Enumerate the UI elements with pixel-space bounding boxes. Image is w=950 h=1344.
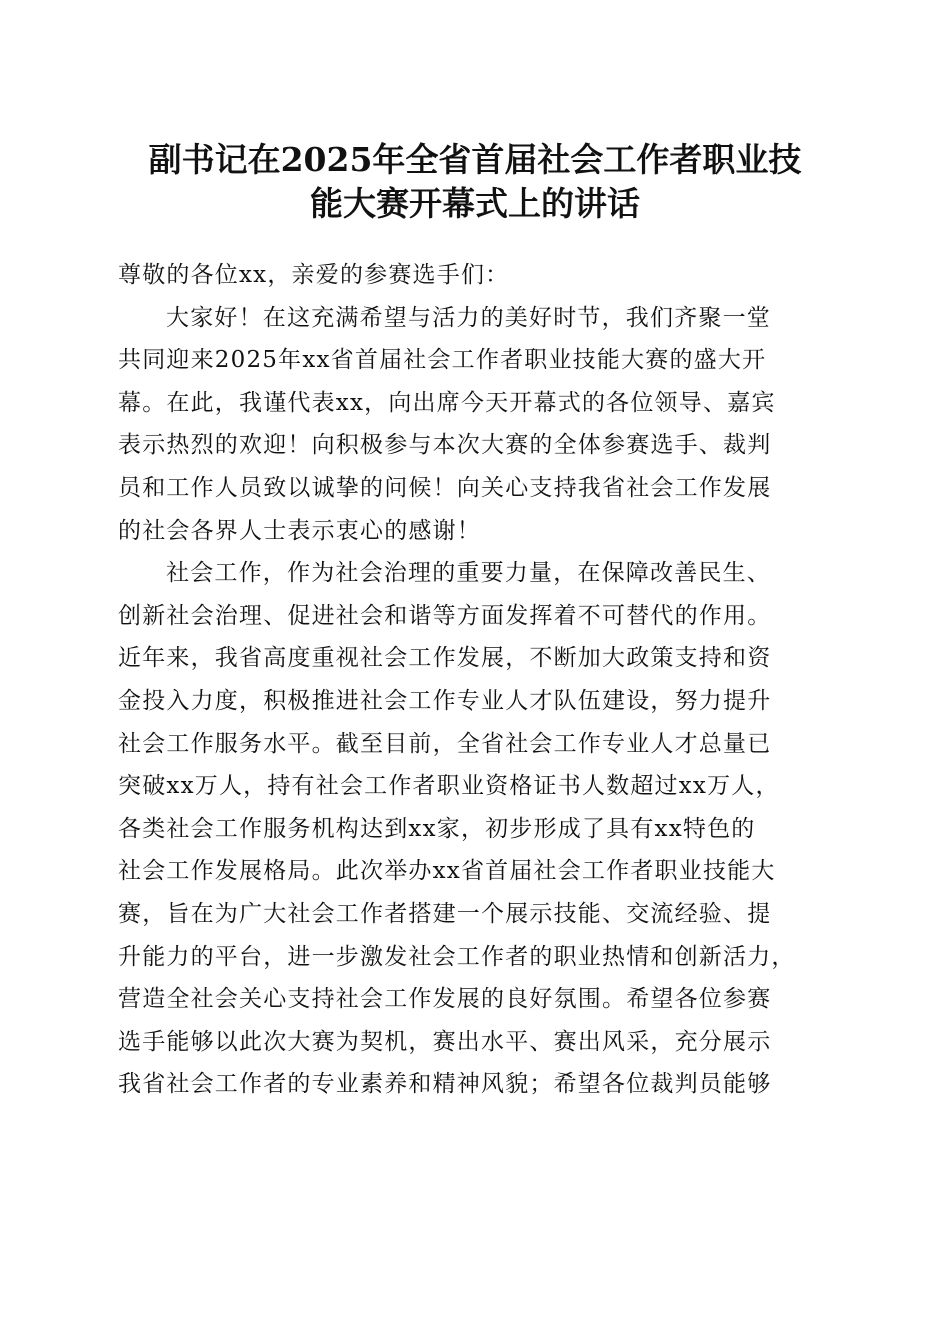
- body-line: 金投入力度，积极推进社会工作专业人才队伍建设，努力提升: [118, 687, 772, 714]
- body-line: 选手能够以此次大赛为契机，赛出水平、赛出风采，充分展示: [118, 1028, 772, 1055]
- body-line: 各类社会工作服务机构达到xx家，初步形成了具有xx特色的: [118, 815, 756, 842]
- body-line: 幕。在此，我谨代表xx，向出席今天开幕式的各位领导、嘉宾: [118, 389, 776, 416]
- body-line: 员和工作人员致以诚挚的问候！向关心支持我省社会工作发展: [118, 474, 772, 501]
- body-line: 共同迎来2025年xx省首届社会工作者职业技能大赛的盛大开: [118, 347, 767, 374]
- document-body: [118, 254, 838, 1106]
- title-line-2: 能大赛开幕式上的讲话: [310, 184, 640, 223]
- body-line: 升能力的平台，进一步激发社会工作者的职业热情和创新活力，: [118, 943, 796, 970]
- body-line: 大家好！在这充满希望与活力的美好时节，我们齐聚一堂: [166, 304, 771, 331]
- body-line: 社会工作发展格局。此次举办xx省首届社会工作者职业技能大: [118, 858, 776, 885]
- body-line: 社会工作，作为社会治理的重要力量，在保障改善民生、: [166, 560, 771, 587]
- title-line-1: 副书记在2025年全省首届社会工作者职业技: [148, 140, 802, 179]
- body-line: 我省社会工作者的专业素养和精神风貌；希望各位裁判员能够: [118, 1071, 772, 1098]
- document-title: [110, 138, 840, 226]
- body-line: 突破xx万人，持有社会工作者职业资格证书人数超过xx万人，: [118, 773, 780, 800]
- body-line: 营造全社会关心支持社会工作发展的良好氛围。希望各位参赛: [118, 986, 772, 1013]
- body-line: 的社会各界人士表示衷心的感谢！: [118, 517, 481, 544]
- body-line: 近年来，我省高度重视社会工作发展，不断加大政策支持和资: [118, 645, 772, 672]
- body-line: 尊敬的各位xx，亲爱的参赛选手们：: [118, 262, 510, 288]
- body-line: 社会工作服务水平。截至目前，全省社会工作专业人才总量已: [118, 730, 772, 757]
- body-line: 赛，旨在为广大社会工作者搭建一个展示技能、交流经验、提: [118, 900, 772, 927]
- body-line: 创新社会治理、促进社会和谐等方面发挥着不可替代的作用。: [118, 602, 772, 629]
- body-line: 表示热烈的欢迎！向积极参与本次大赛的全体参赛选手、裁判: [118, 432, 772, 459]
